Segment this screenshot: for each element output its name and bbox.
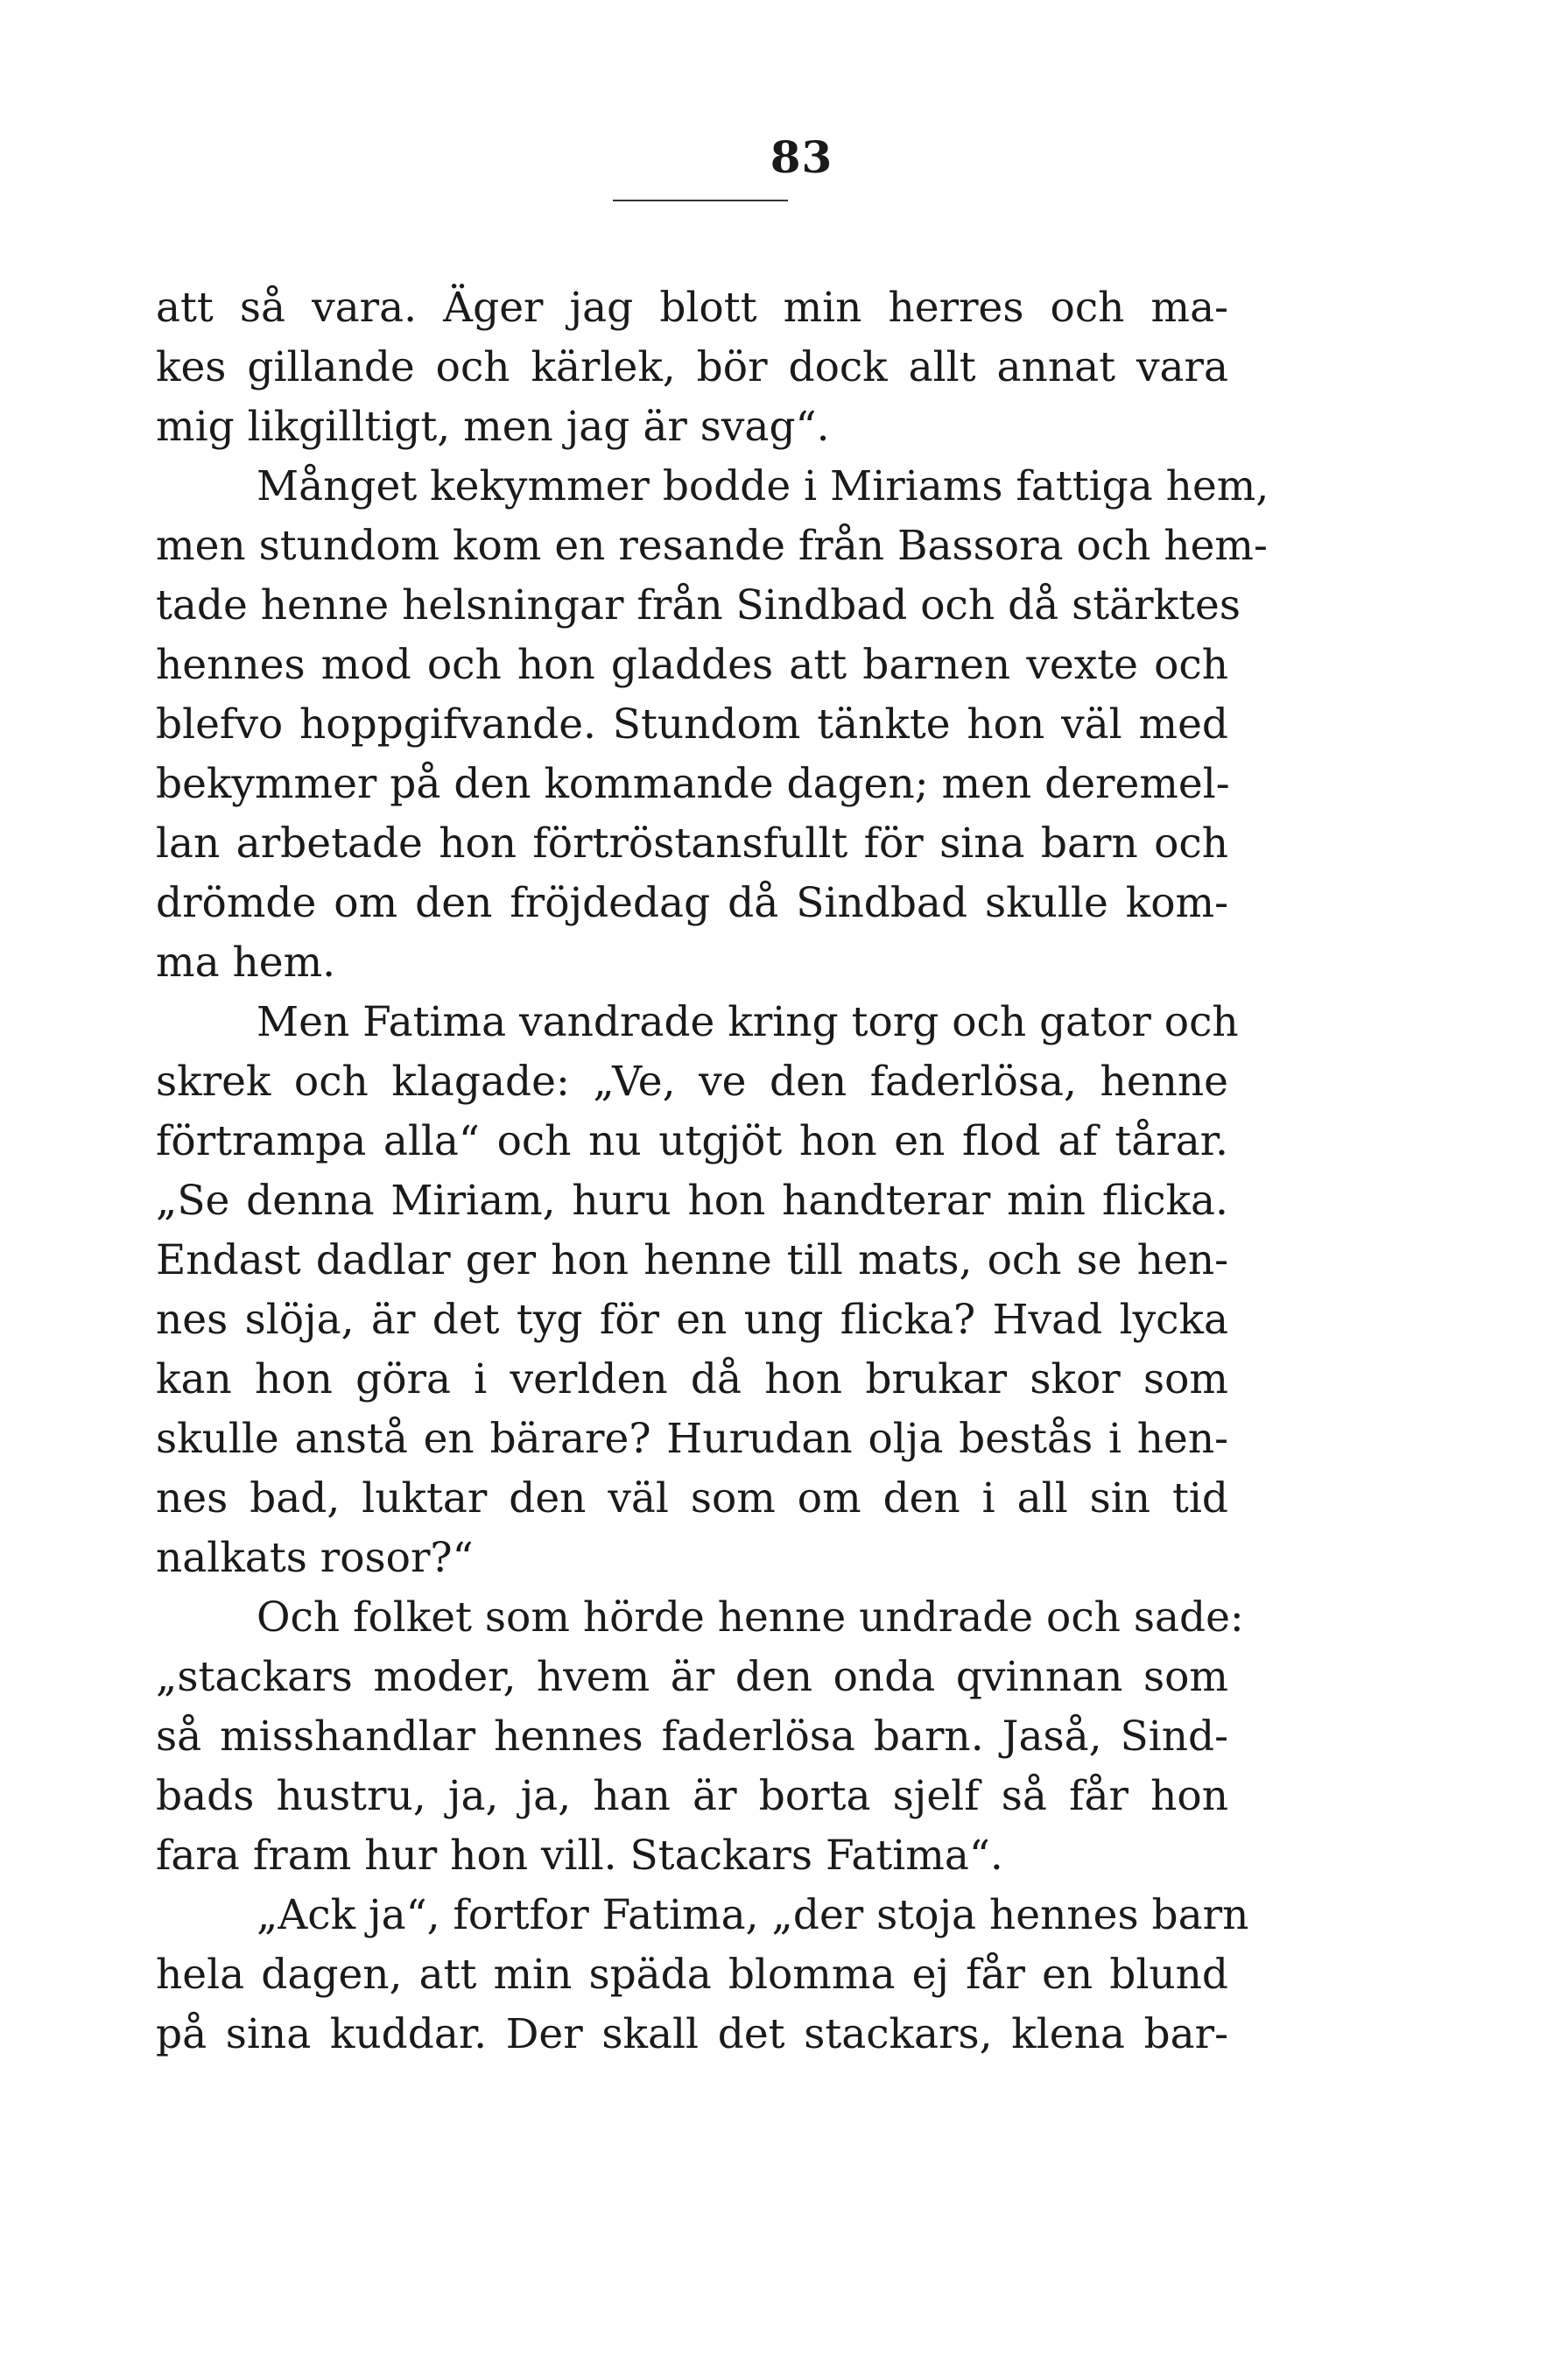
- text-line: „stackars moder, hvem är den onda qvinnan som: [156, 1653, 1228, 1701]
- text-line: kan hon göra i verlden då hon brukar skor som: [156, 1355, 1228, 1403]
- text-line: kes gillande och kärlek, bör dock allt annat vara: [156, 343, 1228, 391]
- text-line: Endast dadlar ger hon henne till mats, och se hen-: [156, 1236, 1228, 1284]
- text-line: skulle anstå en bärare? Hurudan olja bestås i hen-: [156, 1415, 1228, 1463]
- text-line: bekymmer på den kommande dagen; men deremel-: [156, 760, 1230, 808]
- text-line: skrek och klagade: „Ve, ve den faderlösa, henne: [156, 1058, 1228, 1106]
- text-line: men stundom kom en resande från Bassora och hem-: [156, 522, 1268, 570]
- text-line: att så vara. Äger jag blott min herres och ma-: [156, 284, 1228, 332]
- text-line: nes bad, luktar den väl som om den i all sin tid: [156, 1474, 1228, 1523]
- text-line: så misshandlar hennes faderlösa barn. Jaså, Sind-: [156, 1712, 1228, 1761]
- body-text: [156, 278, 1269, 2064]
- text-line: lan arbetade hon förtröstansfullt för sina barn och: [156, 819, 1228, 868]
- text-line: fara fram hur hon vill. Stackars Fatima“.: [156, 1832, 1003, 1880]
- text-line: „Se denna Miriam, huru hon handterar min flicka.: [156, 1177, 1228, 1225]
- text-line: mig likgilltigt, men jag är svag“.: [156, 403, 830, 451]
- text-line: ma hem.: [156, 939, 336, 987]
- text-line: på sina kuddar. Der skall det stackars, klena bar-: [156, 2010, 1228, 2058]
- text-line: Och folket som hörde henne undrade och sade:: [257, 1593, 1244, 1642]
- text-line: hennes mod och hon gladdes att barnen vexte och: [156, 641, 1228, 689]
- text-line: drömde om den fröjdedag då Sindbad skulle kom-: [156, 879, 1228, 927]
- text-line: tade henne helsningar från Sindbad och då stärktes: [156, 581, 1241, 629]
- text-line: blefvo hoppgifvande. Stundom tänkte hon väl med: [156, 700, 1228, 749]
- text-line: förtrampa alla“ och nu utgjöt hon en flod af tårar.: [156, 1117, 1228, 1165]
- text-line: bads hustru, ja, ja, han är borta sjelf så får hon: [156, 1772, 1228, 1820]
- header-rule: [613, 200, 788, 201]
- text-line: hela dagen, att min späda blomma ej får en blund: [156, 1951, 1228, 1999]
- text-line: nes slöja, är det tyg för en ung flicka? Hvad lycka: [156, 1296, 1228, 1344]
- page-number: 83: [770, 131, 833, 183]
- text-line: Månget kekymmer bodde i Miriams fattiga hem,: [257, 462, 1269, 510]
- text-line: nalkats rosor?“: [156, 1534, 474, 1582]
- text-line: „Ack ja“, fortfor Fatima, „der stoja hennes barn: [257, 1891, 1249, 1939]
- text-line: Men Fatima vandrade kring torg och gator och: [257, 998, 1239, 1046]
